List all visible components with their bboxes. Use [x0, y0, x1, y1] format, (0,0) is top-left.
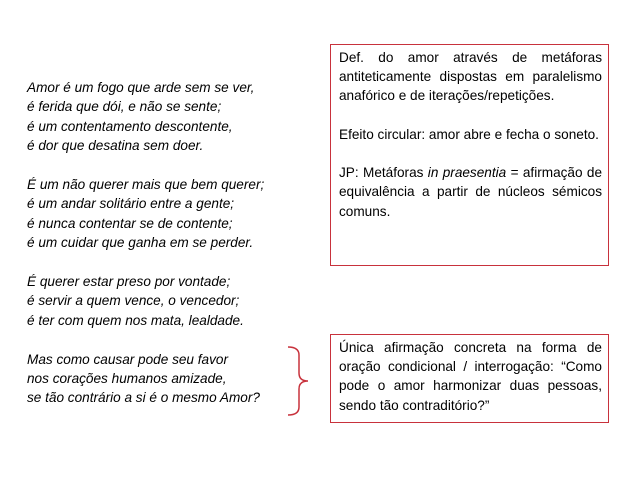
right-brace-icon — [286, 346, 316, 416]
poem-stanza-2 — [27, 175, 307, 253]
jp-italic-term: in praesentia — [427, 165, 507, 181]
jp-suffix: = afirmação de equivalência a partir de núcleos sémicos comuns. — [339, 165, 603, 219]
poem-stanza-1 — [27, 78, 307, 156]
poem-line: é ferida que dói, e não se sente; — [27, 99, 222, 115]
poem-line: Mas como causar pode seu favor — [27, 351, 228, 367]
poem-line: é nunca contentar se de contente; — [27, 215, 233, 231]
poem-line: é servir a quem vence, o vencedor; — [27, 293, 240, 309]
poem-line: É um não querer mais que bem querer; — [27, 177, 265, 193]
definition-paragraph: Def. do amor através de metáforas antiteticamente dispostas em paralelismo anafórico e de iterações/repetições. — [339, 50, 602, 104]
poem-line: se tão contrário a si é o mesmo Amor? — [27, 390, 260, 406]
poem — [27, 78, 307, 408]
poem-stanza-3 — [27, 272, 307, 330]
jp-prefix: JP: Metáforas — [339, 165, 428, 181]
poem-line: é um cuidar que ganha em se perder. — [27, 235, 254, 251]
poem-stanza-4 — [27, 350, 307, 408]
poem-line: é um contentamento descontente, — [27, 118, 233, 134]
circular-effect-paragraph: Efeito circular: amor abre e fecha o soneto. — [339, 126, 599, 142]
conclusion-box — [330, 334, 609, 423]
poem-line: é ter com quem nos mata, lealdade. — [27, 312, 244, 328]
poem-line: Amor é um fogo que arde sem se ver, — [27, 80, 255, 95]
poem-line: é dor que desatina sem doer. — [27, 138, 204, 154]
conclusion-paragraph: Única afirmação concreta na forma de oração condicional / interrogação: “Como pode o amor harmonizar duas pessoas, sendo tão contraditório?” — [339, 340, 602, 413]
jp-paragraph — [339, 163, 602, 221]
poem-line: É querer estar preso por vontade; — [27, 274, 231, 290]
analysis-box — [330, 44, 609, 266]
poem-line: nos corações humanos amizade, — [27, 371, 227, 387]
poem-line: é um andar solitário entre a gente; — [27, 196, 235, 212]
